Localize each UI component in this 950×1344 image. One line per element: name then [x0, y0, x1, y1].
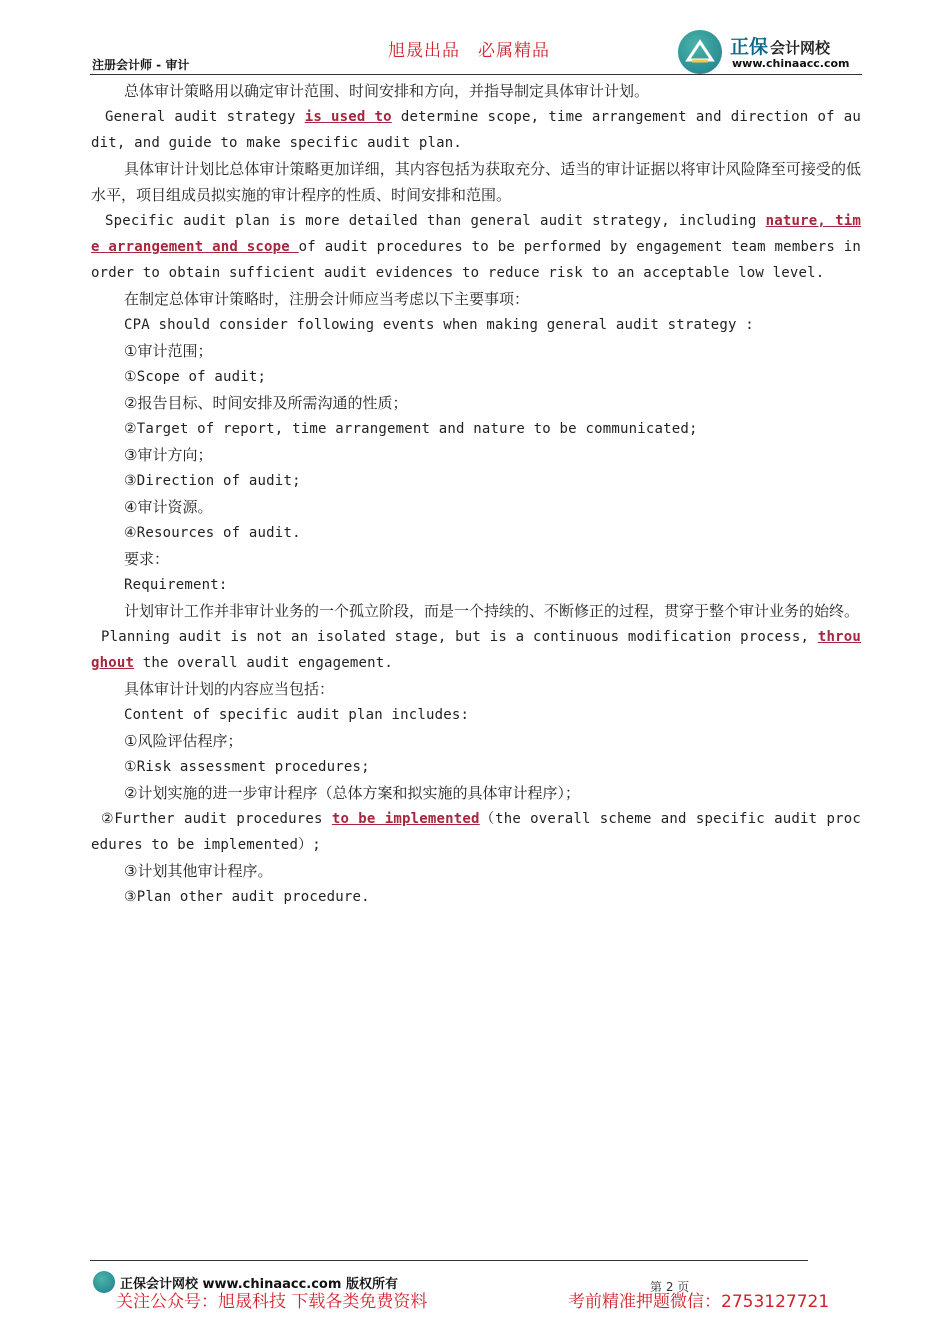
slogan-part-2: 必属精品 — [478, 41, 550, 61]
logo-emblem-icon — [678, 30, 722, 74]
chinaacc-logo — [678, 30, 868, 74]
requirement-heading-en: Requirement: — [124, 577, 228, 593]
highlight-term: is used to — [304, 109, 392, 125]
para-planning-zh: 计划审计工作并非审计业务的一个孤立阶段，而是一个持续的、不断修正的过程，贯穿于整个审计业务的始终。 — [124, 602, 860, 620]
list-item: ①Risk assessment procedures; — [124, 759, 370, 775]
list-item: ②Target of report, time arrangement and nature to be communicated; — [124, 421, 698, 437]
list-item: ②计划实施的进一步审计程序（总体方案和拟实施的具体审计程序）； — [124, 784, 580, 802]
para-general-strategy-en: General audit strategy is used to determine scope, time arrangement and direction of audit, and guide to make specific audit plan. — [91, 109, 861, 151]
list-item: ③审计方向； — [124, 446, 213, 464]
page-header — [0, 0, 950, 80]
slogan — [388, 36, 550, 61]
para-considerations-zh: 在制定总体审计策略时，注册会计师应当考虑以下主要事项： — [124, 290, 530, 308]
list-item: ②报告目标、时间安排及所需沟通的性质； — [124, 394, 408, 412]
footer-promo-left: 关注公众号：旭晟科技 下载各类免费资料 — [116, 1292, 428, 1312]
list-item: ①Scope of audit; — [124, 369, 267, 385]
logo-url: www.chinaacc.com — [732, 57, 850, 70]
list-item: ④审计资源。 — [124, 498, 213, 516]
logo-name: 正保 会计网校 — [730, 36, 831, 58]
para-plan-content-en: Content of specific audit plan includes: — [124, 707, 470, 723]
list-item: ③计划其他审计程序。 — [124, 862, 273, 880]
footer-logo-icon — [93, 1271, 115, 1293]
requirement-heading-zh: 要求： — [124, 550, 170, 568]
list-item: ④Resources of audit. — [124, 525, 301, 541]
list-item: ①风险评估程序； — [124, 732, 243, 750]
para-specific-plan-zh: 具体审计计划比总体审计策略更加详细，其内容包括为获取充分、适当的审计证据以将审计风险降至可接受的低水平，项目组成员拟实施的审计程序的性质、时间安排和范围。 — [91, 160, 861, 204]
highlight-term: nature, time arrangement and scope — [91, 213, 861, 255]
highlight-term: throughout — [91, 629, 861, 671]
subject-label: 注册会计师 - 审计 — [92, 58, 190, 72]
highlight-term: to be implemented — [331, 811, 480, 827]
slogan-part-1: 旭晟出品 — [388, 41, 460, 61]
list-item: ③Direction of audit; — [124, 473, 301, 489]
para-plan-content-zh: 具体审计计划的内容应当包括： — [124, 680, 335, 698]
footer-divider — [90, 1260, 808, 1261]
page-number: 第 2 页 — [650, 1280, 690, 1294]
footer-promo-right: 考前精准押题微信：2753127721 — [568, 1292, 830, 1312]
document-body — [91, 78, 861, 910]
para-general-strategy-zh: 总体审计策略用以确定审计范围、时间安排和方向，并指导制定具体审计计划。 — [124, 82, 650, 100]
list-item: ①审计范围； — [124, 342, 213, 360]
para-specific-plan-en: Specific audit plan is more detailed than general audit strategy, including nature, time arrangement and scope of audit procedures to be performed by engagement team members in order to obtain sufficient audit evidences to reduce risk to an acceptable low level. — [91, 213, 861, 281]
para-considerations-en: CPA should consider following events when making general audit strategy : — [124, 317, 754, 333]
list-item: ②Further audit procedures to be implemented（the overall scheme and specific audit procedures to be implemented）; — [91, 811, 862, 853]
header-divider — [90, 74, 862, 75]
footer-copyright: 正保会计网校 www.chinaacc.com 版权所有 — [120, 1277, 398, 1292]
list-item: ③Plan other audit procedure. — [124, 889, 370, 905]
para-planning-en: Planning audit is not an isolated stage, but is a continuous modification process, throughout the overall audit engagement. — [91, 629, 861, 671]
